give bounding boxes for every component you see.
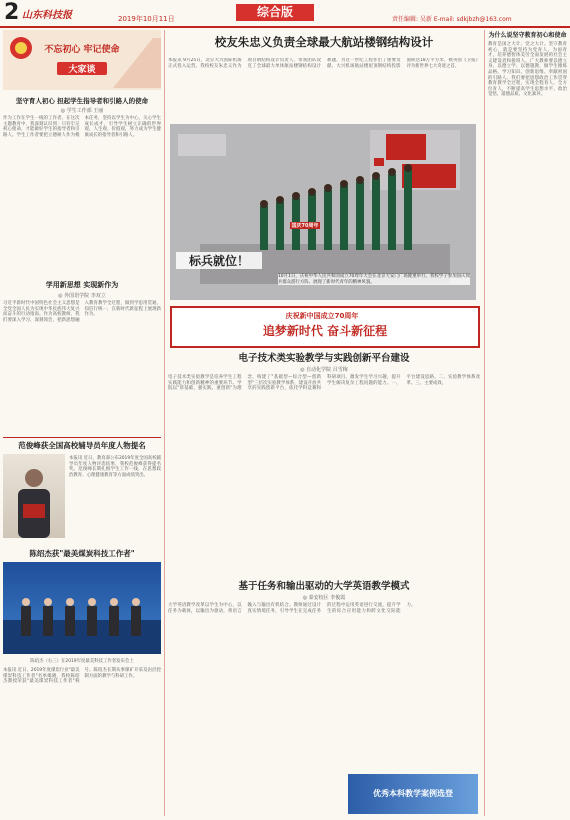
- photo-caption-title: 标兵就位！: [176, 252, 262, 269]
- article-2: [3, 280, 161, 430]
- article-1-body: 作为工作在学生一线的工作者，在这次主题教育中，我深刻认识到：只有牢记初心使命，才能做好学生的指导者和引路人。学生工作者要把立德树人作为根本任务，坚持以学生为中心，关心学生成长成才，引导学生树立正确的世界观、人生观、价值观，努力成为学生健康成长的指导者和引路人。: [3, 116, 161, 138]
- section-badge: 综合版: [236, 4, 314, 21]
- e2-title: 基于任务和输出驱动的大学英语教学模式: [238, 581, 410, 592]
- photo-sign: 国庆70周年: [291, 223, 319, 229]
- column-divider-right: [484, 30, 485, 816]
- e1-title: 电子技术类实验教学与实践创新平台建设: [238, 353, 410, 364]
- photo-caption-text: 10月1日，庆祝中华人民共和国成立70周年大会在北京天安门广场隆重举行。我校学子参加国庆阅兵群众游行方阵，展现了新时代青年的精神风貌。: [278, 274, 470, 285]
- lead-title: 校友朱忠义负责全球最大航站楼钢结构设计: [214, 35, 434, 49]
- banner-subtitle: 大家谈: [57, 62, 107, 75]
- banner-box: [3, 30, 161, 90]
- newspaper-logo: 山东科技报: [22, 10, 72, 21]
- divider: [3, 437, 161, 438]
- award-title: 范俊峰获全国高校辅导员年度人物提名: [18, 441, 146, 450]
- chen-body: 本报讯 近日，2019年度煤炭行业"最美煤炭科技工作者"名单揭晓，我校陈绍杰教授荣获"最美煤炭科技工作者"称号。陈绍杰长期从事煤矿开采及岩层控制方面的教学与科研工作。: [3, 668, 161, 685]
- award-photo: [3, 454, 65, 538]
- e1-article: [168, 350, 480, 570]
- lead-photo: [170, 124, 476, 300]
- editor-line: 责任编辑: 吴新 E-mail: sdkjbzh@163.com: [392, 16, 512, 23]
- chen-photo: [3, 562, 161, 654]
- stage-photo-icon: [3, 562, 161, 654]
- chen-photo-caption: 陈绍杰（右三）在2019年度最美科技工作者发布会上: [30, 659, 134, 664]
- e2-body: 大学英语教学改革以学生为中心，以任务为载体，以输出为驱动，将语言输入与输出有机结合。教师通过设计真实情境任务，引导学生在完成任务的过程中运用英语进行交流，提升学生的综合应用能力和跨文化交际能力。: [168, 603, 416, 614]
- e2-byline: ◎ 泰安校区 李俊霞: [302, 595, 346, 601]
- celebrate-box: [170, 306, 480, 348]
- e2-article: [168, 578, 480, 818]
- article-2-byline: ◎ 外国语学院 李双立: [58, 293, 106, 299]
- award-body: 本报讯 近日，教育部公布2019年度全国高校辅导员年度人物评选结果，我校范俊峰获得提名奖。范俊峰长期扎根学生工作一线，在思想政治教育、心理健康教育等方面成绩突出。: [69, 456, 161, 478]
- party-emblem-icon: [3, 30, 161, 90]
- article-2-title: 学用新思想 实现新作为: [45, 281, 119, 289]
- e2-image: [348, 774, 478, 814]
- issue-date: 2019年10月11日: [118, 15, 175, 23]
- person-photo-icon: [3, 454, 65, 538]
- article-1: [3, 96, 161, 276]
- celebrate-tag: 庆祝新中国成立70周年: [285, 312, 359, 320]
- right-body: 教育是国之大计、党之大计。坚守教育初心，就是要坚持为党育人、为国育才，培养德智体美劳全面发展的社会主义建设者和接班人。广大教师要以德立身、以德立学、以德施教，做学生锤炼品格、学习知识、创新思维、奉献祖国的引路人。我们要把思想政治工作贯穿教育教学全过程，实现全程育人、全方位育人，不断提高学生思想水平、政治觉悟、道德品质、文化素养。: [488, 42, 567, 98]
- e1-body: 电子技术类实验教学是培养学生工程实践能力和创新精神的重要环节。学院以"厚基础、强实践、重创新"为理念，构建了"基础型—综合型—创新型"三层次实验教学体系，建设开放共享的实践创新平台，依托学科竞赛和科研项目，激发学生学习兴趣，提升学生解决复杂工程问题的能力。一、平台建设思路。二、实验教学体系改革。三、主要成效。: [168, 375, 480, 392]
- e2-image-caption: 优秀本科教学案例选登: [373, 789, 453, 798]
- right-title: 为什么说坚守教育初心和使命: [488, 32, 567, 39]
- chen-title: 陈绍杰获"最美煤炭科技工作者": [29, 549, 135, 558]
- lead-body-box: [168, 58, 480, 118]
- page-number: 2: [4, 0, 20, 25]
- page-header: [0, 0, 570, 28]
- chen-article: [3, 548, 161, 818]
- banner-title: 不忘初心 牢记使命: [44, 45, 120, 55]
- lead-body: 本报讯 9月25日，北京大兴国际机场正式投入运营。我校校友朱忠义作为项目钢结构设计负责人，带领团队攻克了全球最大单体航站楼钢结构设计难题，为这一世纪工程作出了重要贡献。大兴机场航站楼屋顶钢结构投影面积达18万平方米，被英国《卫报》评为新世界七大奇迹之首。: [168, 58, 480, 69]
- right-column: [488, 30, 567, 816]
- article-1-byline: ◎ 学生工作部 王丽: [60, 108, 104, 114]
- article-2-body: 习近平新时代中国特色社会主义思想是全党全国人民为实现中华民族伟大复兴而奋斗的行动指南。作为高校教师，我们要深入学习、深刻领会，把新思想融入教育教学全过程，做到学思用贯通、知信行统一，在新时代新征程上展现新作为。: [3, 301, 161, 323]
- celebrate-slogan: 追梦新时代 奋斗新征程: [262, 324, 388, 338]
- column-divider-left: [164, 30, 165, 816]
- e1-byline: ◎ 自动化学院 吕雪梅: [300, 367, 348, 373]
- article-1-title: 坚守育人初心 担起学生指导者和引路人的使命: [15, 97, 149, 105]
- award-article: [3, 440, 161, 540]
